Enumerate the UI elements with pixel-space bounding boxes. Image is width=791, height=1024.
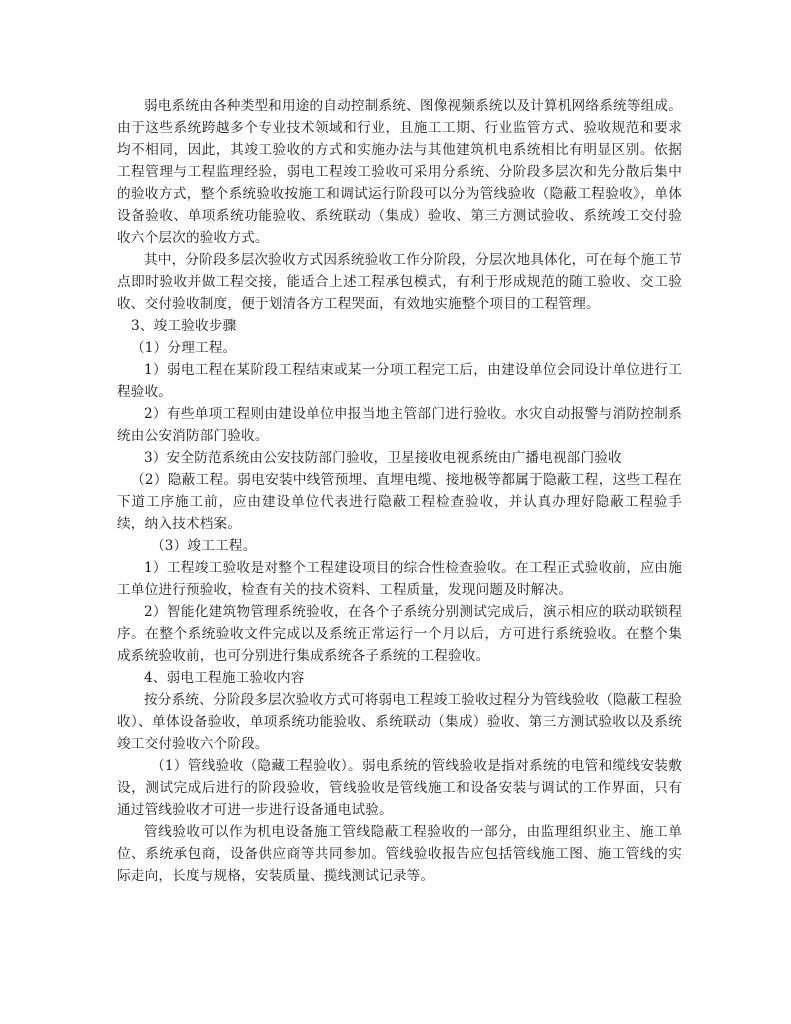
paragraph-pipeline-report: 管线验收可以作为机电设备施工管线隐蔽工程验收的一部分，由监理组织业主、施工单位、系统承包商，设备供应商等共同参加。管线验收报告应包括管线施工图、施工管线的实际走向，长度与规格，安装质量、揽线测试记录等。 <box>117 824 682 884</box>
subheading-3: （3）竣工工程。 <box>151 538 257 554</box>
paragraph-staged-acceptance: 其中，分阶段多层次验收方式因系统验收工作分阶段，分层次地具体化，可在每个施工节点即时验收并做工程交接，能适合上述工程承包模式，有利于形成规范的随工验收、交工验收、交付验收制度，便于划清各方工程哭面，有效地实施整个项目的工程管理。 <box>117 252 682 312</box>
paragraph-completion-1: 1）工程竣工验收是对整个工程建设项目的综合性检查验收。在工程正式验收前，应由施工单位进行预验收，检查有关的技术资料、工程质量，发现问题及时解决。 <box>117 560 682 598</box>
paragraph-hidden-works: （2）隐蔽工程。弱电安装中线管预埋、直埋电缆、接地极等都属于隐蔽工程，这些工程在下道工序施工前，应由建设单位代表进行隐蔽工程检查验收，并认真办理好隐蔽工程验手续，纳入技术档案。 <box>117 472 682 532</box>
paragraph-item-2: 2）有些单项工程则由建设单位申报当地主管部门进行验收。水灾自动报警与消防控制系统由公安消防部门验收。 <box>117 406 682 444</box>
paragraph-item-3: 3）安全防范系统由公安技防部门验收，卫星接收电视系统由广播电视部门验收 <box>144 450 622 466</box>
subheading-1: （1）分理工程。 <box>131 340 237 356</box>
paragraph-intro: 弱电系统由各种类型和用途的自动控制系统、图像视频系统以及计算机网络系统等组成。由于这些系统跨越多个专业技术领域和行业，且施工工期、行业监管方式、验收规范和要求均不相同，因此，其竣工验收的方式和实施办法与其他建筑机电系统相比有明显区别。依据工程管理与工程监理经验，弱电工程竣工验收可采用分系统、分阶段多层次和先分散后集中的验收方式，整个系统验收按施工和调试运行阶段可以分为管线验收（隐蔽工程验收》，单体设备验收、单项系统功能验收、系统联动（集成）验收、第三方测试验收、系统竣工交付验收六个层次的验收方式。 <box>117 98 682 246</box>
paragraph-completion-2: 2）智能化建筑物管理系统验收，在各个子系统分别测试完成后，演示相应的联动联锁程序。在整个系统验收文件完成以及系统正常运行一个月以后，方可进行系统验收。在整个集成系统验收前，也可分别进行集成系统各子系统的工程验收。 <box>117 604 682 664</box>
paragraph-stages: 按分系统、分阶段多层次验收方式可将弱电工程竣工验收过程分为管线验收（隐蔽工程验收）、单体设备验收，单项系统功能验收、系统联动（集成）验收、第三方测试验收以及系统竣工交付验收六个阶段。 <box>117 692 682 752</box>
paragraph-item-1: 1）弱电工程在某阶段工程结束或某一分项工程完工后，由建设单位会同设计单位进行工程验收。 <box>117 362 682 400</box>
section-heading-3: 3、竣工验收步骤 <box>131 318 237 334</box>
section-heading-4: 4、弱电工程施工验收内容 <box>144 670 305 686</box>
paragraph-pipeline-acceptance: （1）管线验收（隐藏工程验收）。弱电系统的管线验收是指对系统的电管和缆线安装敷设，测试完成后进行的阶段验收，管线验收是管线施工和设备安装与调试的工作界面，只有通过管线验收才可进一步进行设备通电试验。 <box>117 758 682 818</box>
document-body <box>117 95 682 887</box>
